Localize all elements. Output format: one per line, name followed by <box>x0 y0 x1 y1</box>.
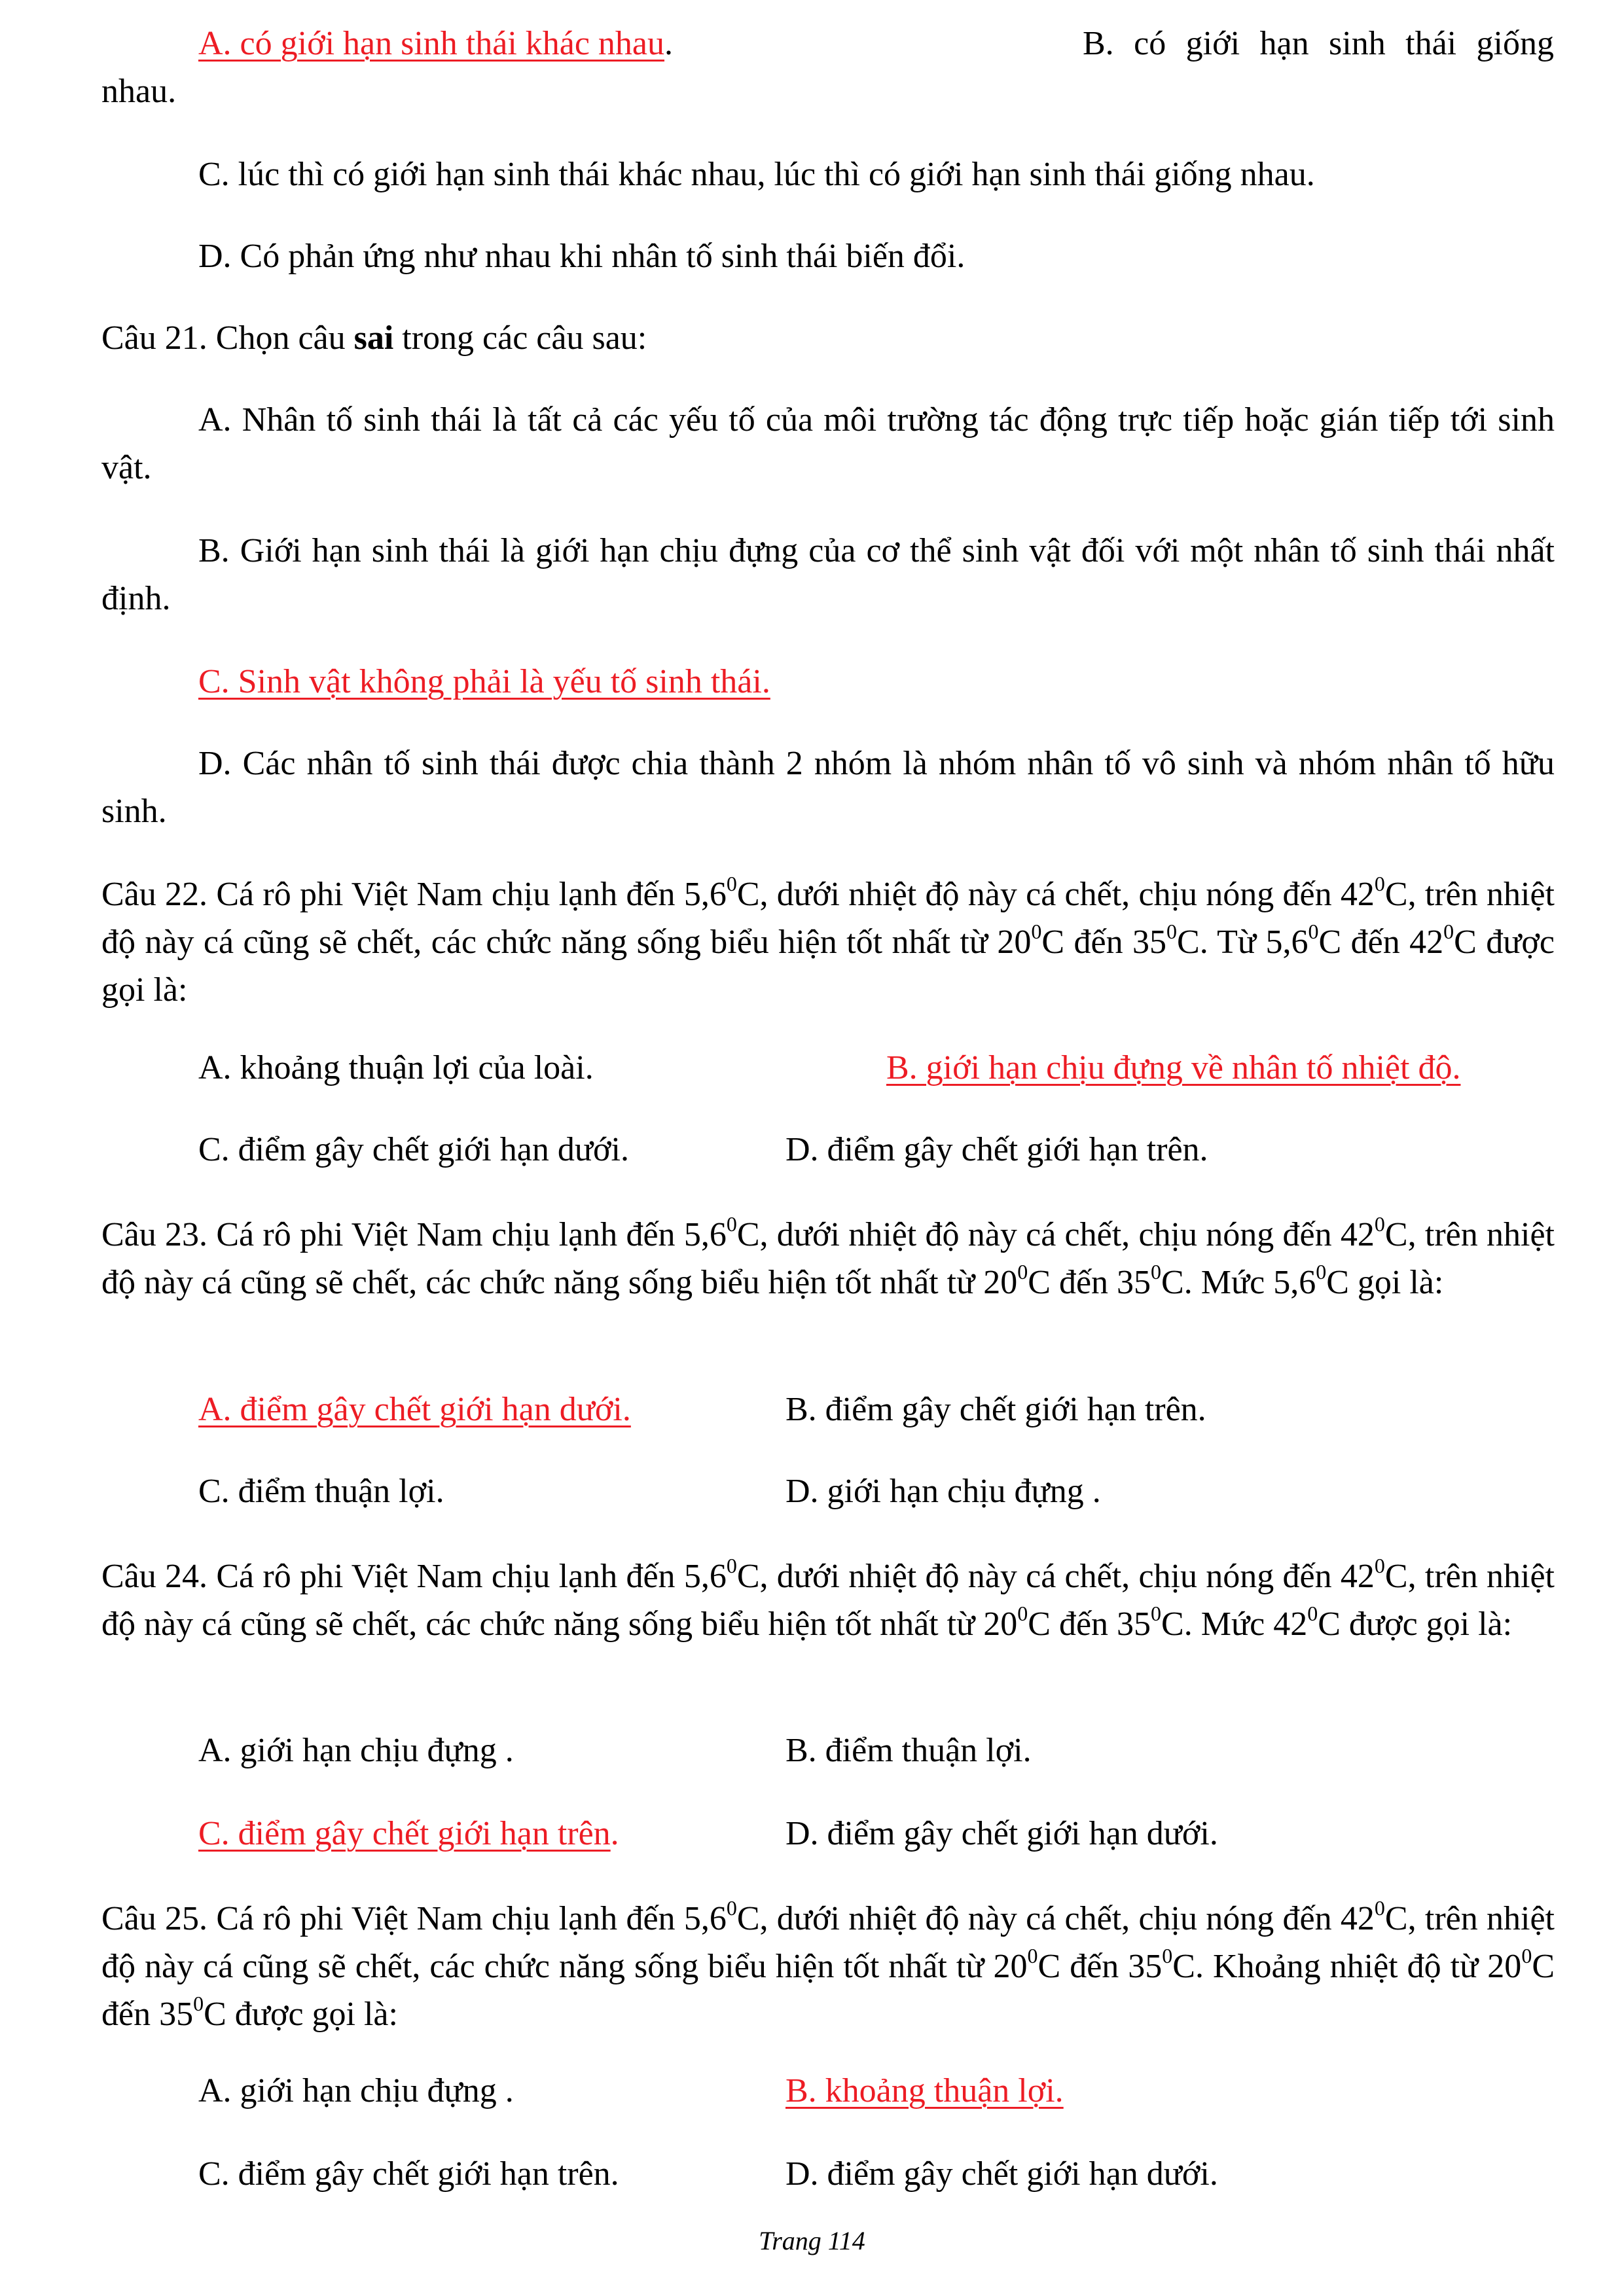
q21-option-b <box>101 527 1555 622</box>
q25-question <box>101 1895 1555 2038</box>
q21-option-c-correct: C. Sinh vật không phải là yếu tố sinh thái. <box>198 663 770 700</box>
q20-option-b: B. có giới hạn sinh thái giống <box>1083 25 1554 62</box>
q24-option-a: A. giới hạn chịu đựng . <box>198 1732 514 1769</box>
q23-tail-2: C gọi là: <box>1326 1264 1444 1301</box>
q24-stem-3: C, trên nhiệt độ này cá cũng sẽ chết, các chức năng sống biểu hiện tốt nhất từ 20 <box>101 1558 1555 1643</box>
q21-bold-word: sai <box>353 319 394 357</box>
q22-tail-2: C đến 42 <box>1318 924 1444 961</box>
q23-question <box>101 1211 1555 1306</box>
q24-label: Câu 24. <box>101 1558 217 1595</box>
q25-option-a: A. giới hạn chịu đựng . <box>198 2072 514 2109</box>
q24-sup-4: 0 <box>1151 1601 1162 1625</box>
q25-sup-2: 0 <box>1374 1895 1385 1920</box>
q20-option-a-dot: . <box>664 25 674 62</box>
q24-option-d: D. điểm gây chết giới hạn dưới. <box>785 1815 1218 1852</box>
q21-option-d-text: D. Các nhân tố sinh thái được chia thành 2 nhóm là nhóm nhân tố vô sinh và nhóm nhân tố hữu sinh. <box>101 745 1555 830</box>
q22-stem-5: C. <box>1177 924 1218 961</box>
q22-option-a: A. khoảng thuận lợi của loài. <box>198 1049 594 1086</box>
q21-option-a <box>101 396 1555 492</box>
q21-suffix: trong các câu sau: <box>393 319 647 357</box>
q25-tail-2: C đến 35 <box>101 1948 1555 2033</box>
q25-stem-2: C, dưới nhiệt độ này cá chết, chịu nóng đến 42 <box>736 1900 1375 1937</box>
q24-sup-1: 0 <box>726 1553 737 1577</box>
q22-tail-1: Từ 5,6 <box>1217 924 1308 961</box>
q23-stem-2: C, dưới nhiệt độ này cá chết, chịu nóng đến 42 <box>736 1216 1375 1253</box>
q23-stem-4: C đến 35 <box>1028 1264 1151 1301</box>
q24-sup-3: 0 <box>1017 1601 1028 1625</box>
q23-option-a <box>198 1386 631 1433</box>
q21-option-b-text: B. Giới hạn sinh thái là giới hạn chịu đựng của cơ thể sinh vật đối với một nhân tố sinh thái nhất định. <box>101 532 1555 617</box>
q22-label: Câu 22. <box>101 876 217 913</box>
q23-stem-1: Cá rô phi Việt Nam chịu lạnh đến 5,6 <box>216 1216 727 1253</box>
page-number-footer: Trang 114 <box>759 2226 865 2255</box>
q21-option-d <box>101 740 1555 835</box>
q25-option-c: C. điểm gây chết giới hạn trên. <box>198 2155 619 2193</box>
q22-option-d: D. điểm gây chết giới hạn trên. <box>785 1131 1208 1168</box>
q22-option-b <box>886 1044 1460 1092</box>
q21-prefix: Câu 21. Chọn câu <box>101 319 354 357</box>
q25-stem-1: Cá rô phi Việt Nam chịu lạnh đến 5,6 <box>216 1900 727 1937</box>
q22-sup-4: 0 <box>1166 919 1178 943</box>
q25-tail-3: C được gọi là: <box>204 1996 398 2033</box>
q22-sup-6: 0 <box>1443 919 1454 943</box>
q24-question <box>101 1552 1555 1648</box>
q25-stem-3: C, trên nhiệt độ này cá cũng sẽ chết, các chức năng sống biểu hiện tốt nhất từ 20 <box>101 1900 1555 1985</box>
q24-stem-2: C, dưới nhiệt độ này cá chết, chịu nóng đến 42 <box>736 1558 1375 1595</box>
q24-tail-1: Mức 42 <box>1200 1605 1308 1643</box>
q23-stem-3: C, trên nhiệt độ này cá cũng sẽ chết, các chức năng sống biểu hiện tốt nhất từ 20 <box>101 1216 1555 1301</box>
q23-sup-4: 0 <box>1151 1259 1162 1283</box>
q25-tail-1: Khoảng nhiệt độ từ 20 <box>1213 1948 1522 1985</box>
q24-sup-2: 0 <box>1374 1553 1385 1577</box>
q24-stem-5: C. <box>1161 1605 1201 1643</box>
q22-stem-4: C đến 35 <box>1041 924 1167 961</box>
q23-tail-1: Mức 5,6 <box>1200 1264 1316 1301</box>
q25-sup-4: 0 <box>1162 1943 1173 1967</box>
q23-option-a-correct: A. điểm gây chết giới hạn dưới. <box>198 1391 631 1428</box>
q22-option-c: C. điểm gây chết giới hạn dưới. <box>198 1131 629 1168</box>
q23-label: Câu 23. <box>101 1216 217 1253</box>
q21-option-c <box>198 658 770 706</box>
q24-option-c-correct: C. điểm gây chết giới hạn trên <box>198 1815 611 1852</box>
q24-option-c-dot: . <box>610 1815 619 1852</box>
q23-option-b: B. điểm gây chết giới hạn trên. <box>785 1391 1206 1428</box>
q22-sup-3: 0 <box>1031 919 1042 943</box>
q22-option-b-correct: B. giới hạn chịu đựng về nhân tố nhiệt độ. <box>886 1049 1461 1086</box>
q20-option-a <box>198 20 673 67</box>
q25-sup-6: 0 <box>193 1991 204 2015</box>
q21-question <box>101 314 647 362</box>
q23-sup-3: 0 <box>1017 1259 1028 1283</box>
q25-stem-4: C đến 35 <box>1038 1948 1163 1985</box>
q22-stem-1: Cá rô phi Việt Nam chịu lạnh đến 5,6 <box>216 876 727 913</box>
q23-sup-2: 0 <box>1374 1211 1385 1236</box>
q20-option-a-correct: A. có giới hạn sinh thái khác nhau <box>198 25 665 62</box>
q25-option-b-correct: B. khoảng thuận lợi. <box>785 2072 1064 2109</box>
q25-sup-1: 0 <box>726 1895 737 1920</box>
q22-stem-3: C, trên nhiệt độ này cá cũng sẽ chết, các chức năng sống biểu hiện tốt nhất từ 20 <box>101 876 1555 961</box>
q23-option-c: C. điểm thuận lợi. <box>198 1473 444 1510</box>
q24-option-b: B. điểm thuận lợi. <box>785 1732 1032 1769</box>
q22-stem-2: C, dưới nhiệt độ này cá chết, chịu nóng đến 42 <box>736 876 1375 913</box>
q25-sup-5: 0 <box>1521 1943 1532 1967</box>
q22-question <box>101 870 1555 1014</box>
q23-option-d: D. giới hạn chịu đựng . <box>785 1473 1101 1510</box>
q20-option-b-continuation: nhau. <box>101 73 177 110</box>
q23-sup-5: 0 <box>1316 1259 1327 1283</box>
q23-stem-5: C. <box>1161 1264 1201 1301</box>
q24-option-c <box>198 1810 619 1857</box>
q25-option-b <box>785 2067 1064 2115</box>
q25-sup-3: 0 <box>1027 1943 1038 1967</box>
q25-stem-5: C. <box>1172 1948 1213 1985</box>
q25-label: Câu 25. <box>101 1900 217 1937</box>
q24-stem-1: Cá rô phi Việt Nam chịu lạnh đến 5,6 <box>216 1558 727 1595</box>
q22-sup-2: 0 <box>1374 871 1385 895</box>
q22-tail-3: C được gọi là: <box>101 924 1555 1009</box>
q24-stem-4: C đến 35 <box>1028 1605 1151 1643</box>
q20-option-c: C. lúc thì có giới hạn sinh thái khác nhau, lúc thì có giới hạn sinh thái giống nhau. <box>198 156 1315 193</box>
q24-sup-5: 0 <box>1307 1601 1318 1625</box>
q24-tail-2: C được gọi là: <box>1318 1605 1513 1643</box>
q21-option-a-text: A. Nhân tố sinh thái là tất cả các yếu tố của môi trường tác động trực tiếp hoặc gián tiếp tới sinh vật. <box>101 401 1555 486</box>
q22-sup-1: 0 <box>726 871 737 895</box>
q25-option-d: D. điểm gây chết giới hạn dưới. <box>785 2155 1218 2193</box>
q22-sup-5: 0 <box>1308 919 1319 943</box>
q23-sup-1: 0 <box>726 1211 737 1236</box>
q20-option-d: D. Có phản ứng như nhau khi nhân tố sinh thái biến đổi. <box>198 238 965 275</box>
